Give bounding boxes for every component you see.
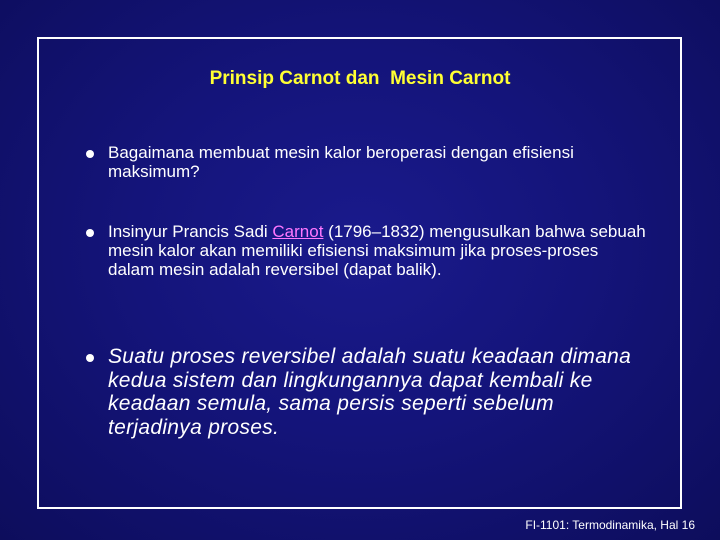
carnot-link[interactable]: Carnot [272,222,324,241]
slide-footer: FI-1101: Termodinamika, Hal 16 [525,518,695,532]
slide-title: Prinsip Carnot dan Mesin Carnot [209,68,511,89]
bullet-text-suffix: (1796–1832) mengusulkan bahwa sebuah mesin kalor akan memiliki efisiensi maksimum jika proses-proses dalam mesin adalah reversibel (dapat balik). [108,222,646,279]
bullet-dot-icon [86,150,94,158]
bullet-dot-icon [86,354,94,362]
bullet-text-emphasis: Suatu proses reversibel adalah suatu keadaan dimana kedua sistem dan lingkungannya dapat kembali ke keadaan semula, sama persis seperti sebelum terjadinya proses. [108,345,632,439]
bullet-dot-icon [86,229,94,237]
bullet-text-prefix: Insinyur Prancis Sadi [108,222,273,241]
bullet-item [86,222,646,279]
bullet-item [86,345,646,439]
bullet-text: Bagaimana membuat mesin kalor beroperasi dengan efisiensi maksimum? [108,143,574,181]
bullet-text [108,222,646,279]
bullet-item [86,143,646,181]
